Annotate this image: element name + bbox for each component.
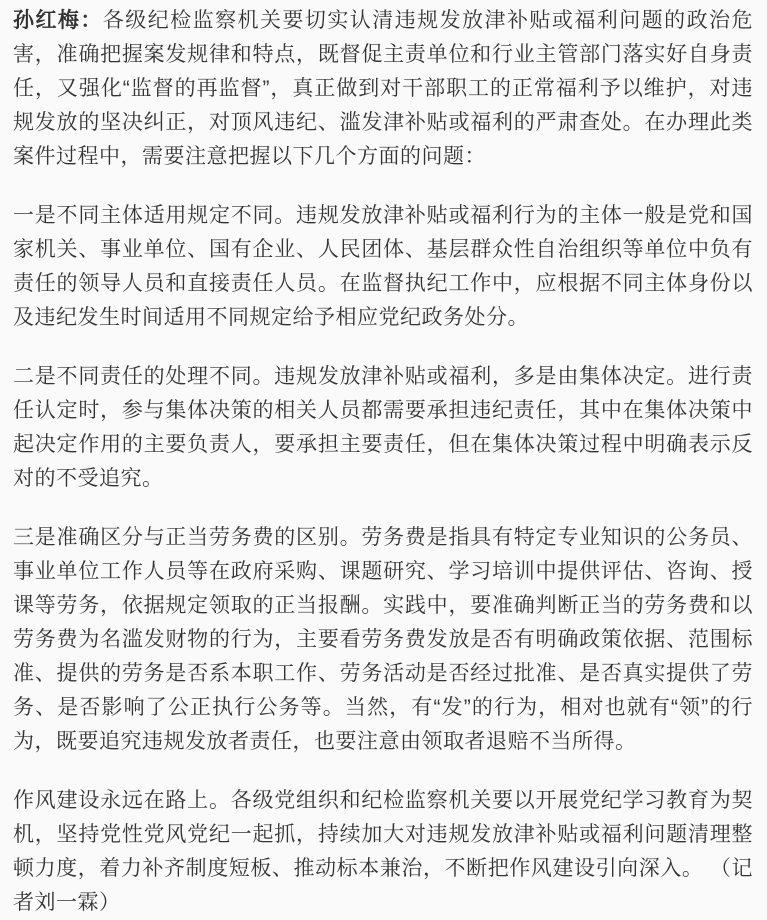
speaker-name: 孙红梅： (13, 9, 103, 32)
intro-text: 各级纪检监察机关要切实认清违规发放津补贴或福利问题的政治危害，准确把握案发规律和特点，既督促主责单位和行业主管部门落实好自身责任，又强化“监督的再监督”，真正做到对干部职工的正常福利予以维护，对违规发放的坚决纠正，对顶风违纪、滥发津补贴或福利的严肃查处。在办理此类案件过程中，需要注意把握以下几个方面的问题： (13, 9, 753, 168)
closing-paragraph: 作风建设永远在路上。各级党组织和纪检监察机关要以开展党纪学习教育为契机，坚持党性党风党纪一起抓，持续加大对违规发放津补贴或福利问题清理整顿力度，着力补齐制度短板、推动标本兼治，不断把作风建设引向深入。 （记者刘一霖） (13, 789, 753, 914)
intro-paragraph (13, 4, 753, 174)
paragraph-point-2: 二是不同责任的处理不同。违规发放津补贴或福利，多是由集体决定。进行责任认定时，参与集体决策的相关人员都需要承担违纪责任，其中在集体决策中起决定作用的主要负责人，要承担主要责任，但在集体决策过程中明确表示反对的不受追究。 (13, 365, 753, 490)
paragraph-point-3: 三是准确区分与正当劳务费的区别。劳务费是指具有特定专业知识的公务员、事业单位工作人员等在政府采购、课题研究、学习培训中提供评估、咨询、授课等劳务，依据规定领取的正当报酬。实践中，要准确判断正当的劳务费和以劳务费为名滥发财物的行为，主要看劳务费发放是否有明确政策依据、范围标准、提供的劳务是否系本职工作、劳务活动是否经过批准、是否真实提供了劳务、是否影响了公正执行公务等。当然，有“发”的行为，相对也就有“领”的行为，既要追究违规发放者责任，也要注意由领取者退赔不当所得。 (13, 526, 753, 753)
paragraph-point-1: 一是不同主体适用规定不同。违规发放津补贴或福利行为的主体一般是党和国家机关、事业单位、国有企业、人民团体、基层群众性自治组织等单位中负有责任的领导人员和直接责任人员。在监督执纪工作中，应根据不同主体身份以及违纪发生时间适用不同规定给予相应党纪政务处分。 (13, 204, 753, 329)
